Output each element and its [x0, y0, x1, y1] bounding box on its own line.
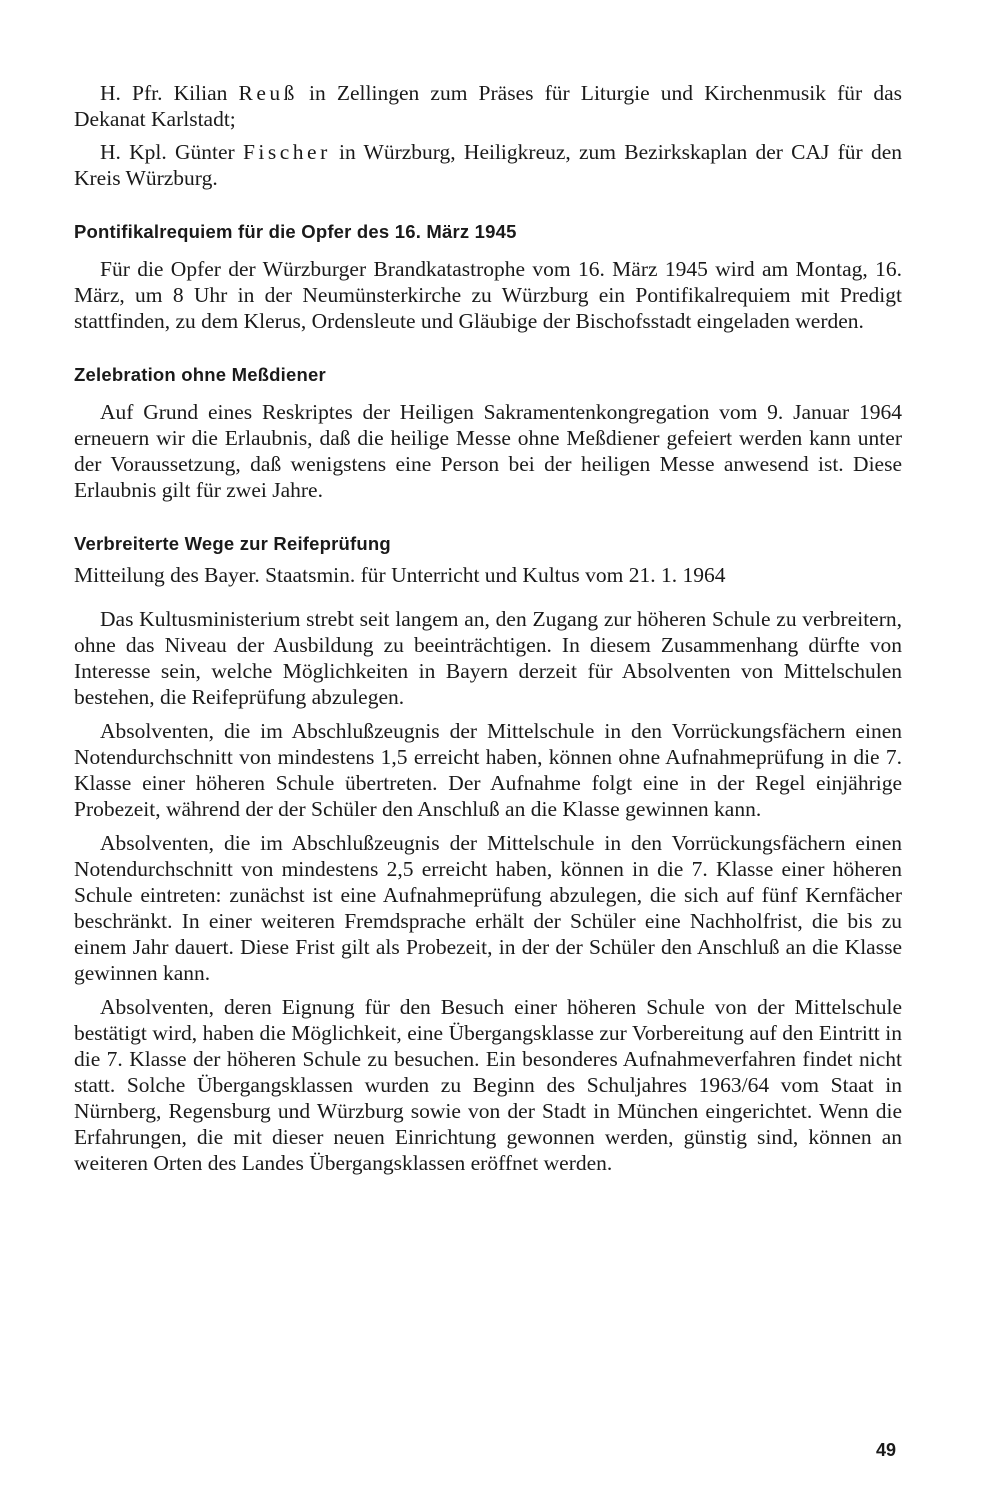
section-subheading: Mitteilung des Bayer. Staatsmin. für Unterricht und Kultus vom 21. 1. 1964 — [74, 563, 726, 587]
section-heading: Pontifikalrequiem für die Opfer des 16. März 1945 — [74, 221, 517, 242]
page-number: 49 — [875, 1440, 896, 1460]
appointment-prefix: H. Kpl. Günter — [100, 140, 243, 164]
section-body: Für die Opfer der Würzburger Brandkatastrophe vom 16. März 1945 wird am Montag, 16. März, um 8 Uhr in der Neumünsterkirche zu Würzburg ein Pontifikalrequiem mit Predigt stattfinden, zu dem Klerus, Ordensleute und Gläubige der Bischofsstadt eingeladen werden. — [74, 257, 902, 333]
section-paragraph: Absolventen, die im Abschlußzeugnis der Mittelschule in den Vorrückungsfächern einen Notendurchschnitt von mindestens 1,5 erreicht haben, können ohne Aufnahmeprüfung in die 7. Klasse einer höheren Schule übertreten. Der Aufnahme folgt eine in der Regel einjährige Probezeit, während der der Schüler den Anschluß an die Klasse gewinnen kann. — [74, 719, 902, 821]
section-paragraph: Absolventen, deren Eignung für den Besuch einer höheren Schule von der Mittelschule bestätigt wird, haben die Möglichkeit, eine Übergangsklasse zur Vorbereitung auf den Eintritt in die 7. Klasse der höheren Schule zu besuchen. Ein besonderes Aufnahmeverfahren findet nicht statt. Solche Übergangsklassen wurden zu Beginn des Schuljahres 1963/64 vom Staat in Nürnberg, Regensburg und Würzburg sowie von der Stadt in München eingerichtet. Wenn die Erfahrungen, die mit dieser neuen Einrichtung gewonnen werden, günstig sind, können an weiteren Orten des Landes Übergangsklassen eröffnet werden. — [74, 995, 902, 1175]
appointment-item — [74, 139, 902, 191]
document-page — [74, 80, 902, 1176]
section-pontifikalrequiem — [74, 220, 902, 334]
section-heading: Zelebration ohne Meßdiener — [74, 364, 326, 385]
section-paragraph: Absolventen, die im Abschlußzeugnis der Mittelschule in den Vorrückungsfächern einen Notendurchschnitt von mindestens 2,5 erreicht haben, können in die 7. Klasse einer höheren Schule eintreten: zunächst ist eine Aufnahmeprüfung abzulegen, die sich auf fünf Kernfächer beschränkt. In einer weiteren Fremdsprache erhält der Schüler eine Nachholfrist, die bis zu einem Jahr dauert. Diese Frist gilt als Probezeit, in der der Schüler den Anschluß an die Klasse gewinnen kann. — [74, 831, 902, 985]
appointment-item — [74, 80, 902, 132]
section-zelebration — [74, 363, 902, 503]
appointment-text: in Würzburg, Heiligkreuz, zum Bezirkskaplan der CAJ für den Kreis Würzburg. — [74, 140, 902, 190]
appointment-name: Fischer — [242, 140, 331, 164]
section-body: Auf Grund eines Reskriptes der Heiligen Sakramentenkongregation vom 9. Januar 1964 erneuern wir die Erlaubnis, daß die heilige Messe ohne Meßdiener gefeiert werden kann unter der Voraussetzung, daß wenigstens eine Person bei der heiligen Messe anwesend ist. Diese Erlaubnis gilt für zwei Jahre. — [74, 400, 902, 502]
appointment-text: in Zellingen zum Präses für Liturgie und Kirchenmusik für das Dekanat Karlstadt; — [74, 81, 902, 131]
section-paragraph: Das Kultusministerium strebt seit langem an, den Zugang zur höheren Schule zu verbreitern, ohne das Niveau der Ausbildung zu beeinträchtigen. In diesem Zusammenhang dürfte von Interesse sein, welche Möglichkeiten in Bayern derzeit für Absolventen von Mittelschulen bestehen, die Reifeprüfung abzulegen. — [74, 607, 902, 709]
section-heading: Verbreiterte Wege zur Reifeprüfung — [74, 533, 391, 554]
section-reifepruefung — [74, 532, 902, 1176]
appointment-name: Reuß — [238, 81, 298, 105]
appointment-prefix: H. Pfr. Kilian — [100, 81, 239, 105]
